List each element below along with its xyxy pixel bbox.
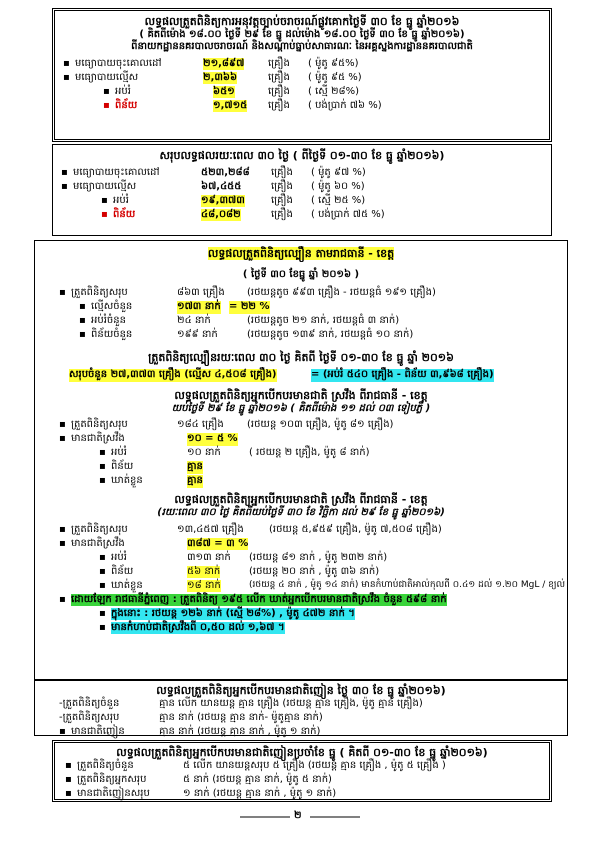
s6-row-arrest: ▪ ឃាត់ខ្លួន ១៨ នាក់ (រថយន្ត ៤ នាក់ , ម៉ូតូ ១៤ នាក់) មានកំហាប់ជាតិអាល់កុលពី ០.៤១ ដល់ ១.២០ MgL / ខ្យល់	[99, 579, 566, 591]
s1-title: លទ្ធផលត្រួតពិនិត្យការអនុវត្តច្បាប់ចរាចរណ៍ផ្លូវគោកថ្ងៃទី ៣០ ខែ ធ្នូ ឆ្នាំ២០១៦	[144, 15, 460, 28]
monthly-enforcement-box	[52, 144, 552, 236]
s6-row-drunk: ▪ មានជាតិស្រវឹង ៣៨៧ = ៣ %	[59, 537, 249, 549]
s1-dept: ពីនាយកដ្ឋាននគរបាលចរាចរណ៍ និងសណ្តាប់ធ្នាប់សាធារណៈ នៃអគ្គស្នងការដ្ឋាននគរបាលជាតិ	[131, 41, 473, 53]
s6-note-phnompenh: ▪ ដោយឡែក រាជធានីភ្នំពេញ : ត្រួតពិនិត្យ ១៩៥ លើក ឃាត់អ្នកបើកបរមានជាតិស្រវឹង ចំនួន ៥៩៨ នាក់	[59, 593, 447, 605]
s7-row-total: -ត្រួតពិនិត្យសរុប គ្មាន នាក់ (រថយន្ត គ្មាន នាក់- ម៉ូតូគ្មាន នាក់)	[59, 711, 323, 723]
s2-title: សរុបលទ្ធផលរយៈពេល ៣០ ថ្ងៃ ( ពីថ្ងៃទី ០១-៣០ ខែ ធ្នូ ឆ្នាំ២០១៦)	[159, 149, 445, 162]
s6-title: លទ្ធផលត្រួតពិនិត្យអ្នកបើកបរមានជាតិ ស្រវឹង ពីរាជធានី - ខេត្ត	[174, 493, 428, 507]
drug-monthly-box	[52, 740, 552, 802]
s7-title: លទ្ធផលត្រួតពិនិត្យអ្នកបើកបរមានជាតិញៀន ថ្ងៃ ៣០ ខែ ធ្នូ ឆ្នាំ២០១៦)	[156, 684, 446, 697]
s8-row-total: ▪ ត្រួតពិនិត្យអ្នកសរុប ៥ នាក់ (រថយន្ត គ្មាន នាក់, ម៉ូតូ ៥ នាក់)	[65, 773, 332, 785]
s1-row-target: ▪ មធ្យោបាយចុះគោលដៅ ២១,៨៩៧ គ្រឿង ( ម៉ូតូ ៩៥%)	[63, 57, 359, 69]
s3-row-violate: ▪ ល្មើសចំនួន ១៧៣ នាក់ = ២២ %	[79, 301, 270, 313]
s1-row-violation: ▪ មធ្យោបាយល្មើស ២,៣៦៦ គ្រឿង ( ម៉ូតូ ៩៥ %)	[63, 71, 362, 83]
s5-row-fine: ▪ ពិន័យ គ្មាន	[99, 461, 203, 473]
daily-enforcement-box	[52, 8, 552, 142]
s3-row-total: ▪ ត្រួតពិនិត្យសរុប ៨៦៣ គ្រឿង (រថយន្តតូច ៩៩៣ គ្រឿង - រថយន្តធំ ១៩១ គ្រឿង)	[59, 287, 436, 299]
s4-summary: សរុបចំនួន ២៧,៣៧៣ គ្រឿង (ល្មើស ៤,៥០៨ គ្រឿង) = (អប់រំ ៥៤០ គ្រឿង - ពិន័យ ៣,៩៦៨ គ្រឿង)	[69, 369, 494, 380]
s2-row-target: ▪ មធ្យោបាយចុះគោលដៅ ៥២៣,២៨៨ គ្រឿង ( ម៉ូតូ ៩៧ %)	[61, 166, 366, 178]
s6-note-breakdown: ▪ ក្នុងនោះ : រថយន្ត ១២៦ នាក់ (ស្មើ ២៨%) , ម៉ូតូ ៤៧២ នាក់ ។	[99, 607, 355, 619]
s5-row-educate: ▪ អប់រំ ១០ នាក់ ( រថយន្ត ២ គ្រឿង, ម៉ូតូ ៨ នាក់)	[99, 447, 370, 459]
drug-daily-box	[34, 680, 568, 736]
s1-row-fine: ▪ ពិន័យ ១,៧១៥ គ្រឿង ( បង់ប្រាក់ ៧៦ %)	[103, 99, 382, 111]
s5-title: លទ្ធផលត្រួតពិនិត្យអ្នកបើកបរមានជាតិ ស្រវឹង ពីរាជធានី - ខេត្ត	[174, 389, 428, 402]
s8-title: លទ្ធផលត្រួតពិនិត្យអ្នកបើកបរមានជាតិញៀនប្រចាំខែ ធ្នូ ( គិតពី ០១-៣០ ខែ ធ្នូ ឆ្នាំ២០១៦)	[116, 746, 488, 759]
s5-row-drunk: ▪ មានជាតិស្រវឹង ១០ = ៥ %	[59, 433, 238, 445]
s2-row-violation: ▪ មធ្យោបាយល្មើស ៦៧,៤៥៥ គ្រឿង ( ម៉ូតូ ៦០ %)	[61, 180, 365, 192]
s2-row-fine: ▪ ពិន័យ ៤៨,០៨២ គ្រឿង ( បង់ប្រាក់ ៧៥ %)	[101, 208, 385, 220]
s2-row-educate: ▪ អប់រំ ១៩,៣៧៣ គ្រឿង ( ស្មើ ២៥ %)	[101, 194, 366, 206]
s8-row-checks: ▪ ត្រួតពិនិត្យចំនួន ៥ លើក យានយន្តសរុប ៥ គ្រឿង (រថយន្ត គ្មាន គ្រឿង , ម៉ូតូ ៥ គ្រឿង )	[65, 759, 446, 771]
page-number: ២	[294, 810, 302, 821]
s6-note-level: ▪ មានកំហាប់ជាតិស្រវឹងពី ០,៥០ ដល់ ១,៦៧ ។	[99, 621, 285, 633]
s6-row-fine: ▪ ពិន័យ ៥៦ នាក់ (រថយន្ត ២០ នាក់ , ម៉ូតូ ៣៦ នាក់)	[99, 565, 380, 577]
s5-time: យប់ថ្ងៃទី ២៩ ខែ ធ្នូ ឆ្នាំ២០១៦ ( គិតពីម៉ោង ១១ ដល់ ០៣ ទៀបភ្លឺ )	[171, 402, 431, 414]
s1-time: ( គិតពីម៉ោង ១៨.០០ ថ្ងៃទី ២៩ ខែ ធ្នូ ដល់ម៉ោង ១៨.០០ ថ្ងៃទី ៣០ ខែ ធ្នូ ឆ្នាំ២០១៦)	[139, 28, 465, 40]
s6-row-total: ▪ ត្រួតពិនិត្យសរុប ១៣,៤៥៧ គ្រឿង (រថយន្ត ៥,៩៥៩ គ្រឿង, ម៉ូតូ ៧,៥០៨ គ្រឿង)	[59, 523, 442, 535]
s1-row-educate: ▪ អប់រំ ៦៥១ គ្រឿង ( ស្មើ ២៨%)	[103, 85, 360, 97]
s3-title: លទ្ធផលត្រួតពិនិត្យល្បឿន តាមរាជធានី - ខេត្ត	[207, 247, 395, 260]
s3-date: ( ថ្ងៃទី ៣០ ខែធ្នូ ឆ្នាំ ២០១៦ )	[242, 268, 360, 280]
s6-row-educate: ▪ អប់រំ ៣១៣ នាក់ (រថយន្ត ៨១ នាក់ , ម៉ូតូ ២៣២ នាក់)	[99, 551, 388, 563]
s5-row-total: ▪ ត្រួតពិនិត្យសរុប ១៨៤ គ្រឿង (រថយន្ត ១០៣ គ្រឿង, ម៉ូតូ ៨១ គ្រឿង)	[59, 419, 394, 431]
s8-row-drug: ▪ មានជាតិញៀនសរុប ១ នាក់ (រថយន្ត គ្មាន នាក់ , ម៉ូតូ ១ នាក់)	[65, 787, 337, 799]
page-number-footer	[200, 810, 400, 824]
speed-alcohol-box	[34, 240, 568, 680]
s5-row-arrest: ▪ ឃាត់ខ្លួន គ្មាន	[99, 475, 203, 487]
s6-time: (រយៈពេល ៣០ ថ្ងៃ គិតពីយប់ថ្ងៃទី ៣០ ខែ វិច្ឆិកា ដល់ ២៩ ខែ ធ្នូ ឆ្នាំ២០១៦)	[157, 507, 445, 518]
s7-row-checks: -ត្រួតពិនិត្យចំនួន គ្មាន លើក យានយន្ត គ្មាន គ្រឿង (រថយន្ត គ្មាន គ្រឿង, ម៉ូតូ គ្មាន គ្រឿង)	[59, 697, 423, 709]
s7-row-drug: ▪ មានជាតិញៀន គ្មាន នាក់ (រថយន្ត គ្មាន នាក់ , ម៉ូតូ ១ នាក់)	[59, 725, 321, 737]
s3-row-fine: ▪ ពិន័យចំនួន ១៩៩ នាក់ (រថយន្តតូច ១៣៩ នាក់, រថយន្តធំ ១០ នាក់)	[79, 329, 414, 341]
s3-row-educate: ▪ អប់រំចំនួន ២៤ នាក់ (រថយន្តតូច ២១ នាក់, រថយន្តធំ ៣ នាក់)	[79, 315, 400, 327]
s4-title: ត្រួតពិនិត្យល្បឿនរយៈពេល ៣០ ថ្ងៃ គិតពី ថ្ងៃទី ០១-៣០ ខែ ធ្នូ ឆ្នាំ ២០១៦	[148, 351, 454, 365]
